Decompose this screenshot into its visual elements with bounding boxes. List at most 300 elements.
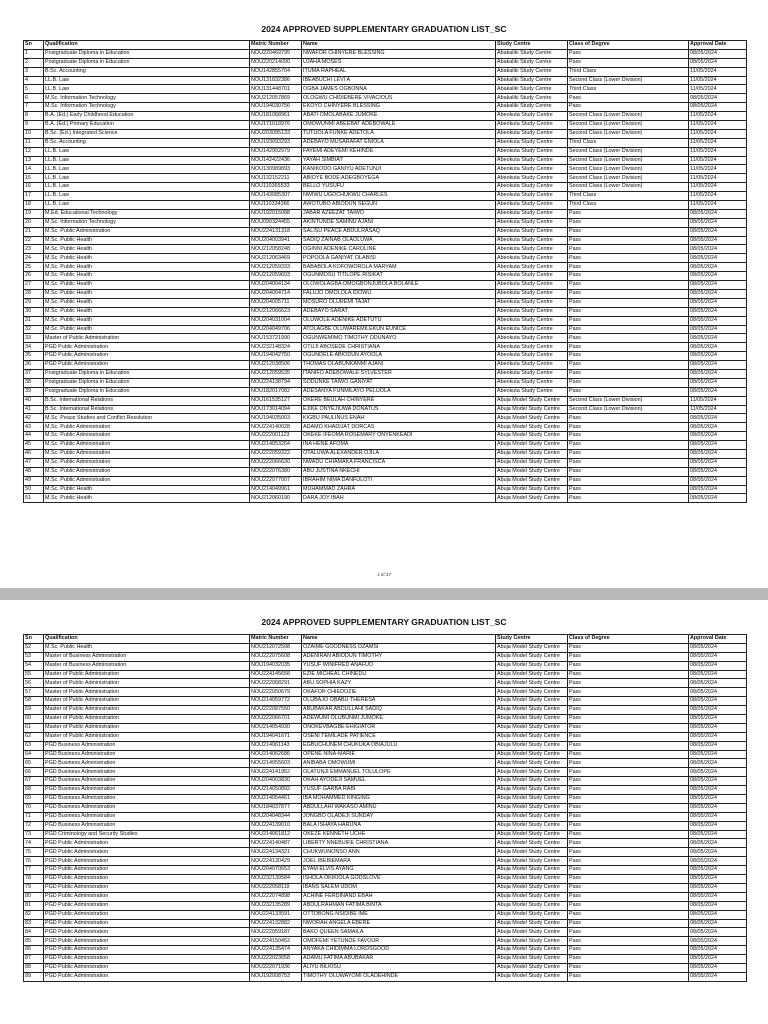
cell-approval-date: 08/05/2024 bbox=[689, 298, 747, 307]
cell-class-of-degree: Third Class bbox=[568, 201, 689, 210]
cell-matric-number: NOU222059187 bbox=[250, 928, 302, 937]
cell-name: OGUNDELE ABIODUN AYOOLA bbox=[302, 352, 496, 361]
table-row bbox=[24, 866, 747, 875]
table-row bbox=[24, 892, 747, 901]
cell-matric-number: NOU181068961 bbox=[250, 112, 302, 121]
table-row bbox=[24, 361, 747, 370]
cell-class-of-degree: Pass bbox=[568, 715, 689, 724]
cell-approval-date: 11/05/2024 bbox=[689, 85, 747, 94]
cell-sn: 55 bbox=[24, 670, 44, 679]
cell-class-of-degree: Second Class (Lower Division) bbox=[568, 76, 689, 85]
cell-study-centre: Abakaliki Study Centre bbox=[496, 58, 568, 67]
cell-qualification: M.Sc. Public Health bbox=[44, 325, 250, 334]
cell-name: OTUJI ABOSEDE CHRISTIANA bbox=[302, 343, 496, 352]
cell-sn: 44 bbox=[24, 432, 44, 441]
cell-class-of-degree: Pass bbox=[568, 892, 689, 901]
cell-study-centre: Abuja Model Study Centre bbox=[496, 821, 568, 830]
cell-study-centre: Abeokuta Study Centre bbox=[496, 183, 568, 192]
cell-study-centre: Abuja Model Study Centre bbox=[496, 414, 568, 423]
cell-sn: 82 bbox=[24, 910, 44, 919]
cell-matric-number: NOU194041671 bbox=[250, 732, 302, 741]
cell-approval-date: 11/05/2024 bbox=[689, 156, 747, 165]
header-qualification: Qualification bbox=[44, 41, 250, 50]
cell-name: OTALUWA ALEXANDER OJILA bbox=[302, 449, 496, 458]
cell-matric-number: NOU212059535 bbox=[250, 369, 302, 378]
cell-class-of-degree: Pass bbox=[568, 732, 689, 741]
cell-name: OKEZE KENNETH UCHE bbox=[302, 830, 496, 839]
cell-study-centre: Abeokuta Study Centre bbox=[496, 272, 568, 281]
cell-name: EKOYO CHINYERE BLESSING bbox=[302, 103, 496, 112]
table-row bbox=[24, 963, 747, 972]
cell-name: ADAMO KHADIJAT DORCAS bbox=[302, 423, 496, 432]
cell-class-of-degree: Pass bbox=[568, 786, 689, 795]
table-row bbox=[24, 183, 747, 192]
cell-class-of-degree: Pass bbox=[568, 343, 689, 352]
cell-qualification: Postgraduate Diploma in Education bbox=[44, 369, 250, 378]
cell-approval-date: 11/05/2024 bbox=[689, 405, 747, 414]
cell-name: SALISU PEACE ABDULRASAQ bbox=[302, 227, 496, 236]
table-row bbox=[24, 839, 747, 848]
cell-matric-number: NOU173014094 bbox=[250, 405, 302, 414]
cell-class-of-degree: Pass bbox=[568, 209, 689, 218]
table-row bbox=[24, 467, 747, 476]
cell-study-centre: Abuja Model Study Centre bbox=[496, 972, 568, 981]
cell-qualification: PGD Public Administration bbox=[44, 972, 250, 981]
cell-name: MOSURO OLUREMI TAJAT bbox=[302, 298, 496, 307]
cell-study-centre: Abuja Model Study Centre bbox=[496, 467, 568, 476]
cell-class-of-degree: Pass bbox=[568, 94, 689, 103]
cell-approval-date: 11/05/2024 bbox=[689, 174, 747, 183]
cell-study-centre: Abuja Model Study Centre bbox=[496, 803, 568, 812]
cell-name: BABABOLA KOFOWOROLA MARYAM bbox=[302, 263, 496, 272]
cell-study-centre: Abuja Model Study Centre bbox=[496, 441, 568, 450]
cell-study-centre: Abuja Model Study Centre bbox=[496, 839, 568, 848]
cell-study-centre: Abeokuta Study Centre bbox=[496, 209, 568, 218]
cell-name: BALA ISHAYA HARUNA bbox=[302, 821, 496, 830]
cell-approval-date: 08/05/2024 bbox=[689, 209, 747, 218]
cell-sn: 50 bbox=[24, 485, 44, 494]
cell-approval-date: 08/05/2024 bbox=[689, 866, 747, 875]
cell-matric-number: NOU222058119 bbox=[250, 883, 302, 892]
cell-qualification: PGD Public Administration bbox=[44, 352, 250, 361]
cell-sn: 67 bbox=[24, 777, 44, 786]
cell-approval-date: 08/05/2024 bbox=[689, 449, 747, 458]
cell-matric-number: NOU224133591 bbox=[250, 910, 302, 919]
cell-study-centre: Abeokuta Study Centre bbox=[496, 174, 568, 183]
cell-matric-number: NOU142902979 bbox=[250, 147, 302, 156]
cell-matric-number: NOU232139584 bbox=[250, 875, 302, 884]
cell-sn: 68 bbox=[24, 786, 44, 795]
cell-name: ABU JUSTINA NKECHI bbox=[302, 467, 496, 476]
cell-name: OSENI TEMILADE PATIENCE bbox=[302, 732, 496, 741]
table-row bbox=[24, 795, 747, 804]
table-row bbox=[24, 750, 747, 759]
cell-approval-date: 11/05/2024 bbox=[689, 138, 747, 147]
table-row bbox=[24, 192, 747, 201]
cell-name: ACHINE FERDINAND EBAH bbox=[302, 892, 496, 901]
cell-study-centre: Abuja Model Study Centre bbox=[496, 706, 568, 715]
cell-sn: 41 bbox=[24, 405, 44, 414]
cell-sn: 54 bbox=[24, 661, 44, 670]
cell-matric-number: NOU142855704 bbox=[250, 67, 302, 76]
table-row bbox=[24, 263, 747, 272]
cell-sn: 37 bbox=[24, 369, 44, 378]
cell-sn: 8 bbox=[24, 112, 44, 121]
table-row bbox=[24, 147, 747, 156]
cell-sn: 64 bbox=[24, 750, 44, 759]
cell-class-of-degree: Second Class (Lower Division) bbox=[568, 112, 689, 121]
cell-name: TIMOTHY OLUWAYOMI OLADEHINDE bbox=[302, 972, 496, 981]
cell-class-of-degree: Second Class (Lower Division) bbox=[568, 174, 689, 183]
table-row bbox=[24, 441, 747, 450]
cell-study-centre: Abeokuta Study Centre bbox=[496, 289, 568, 298]
cell-class-of-degree: Pass bbox=[568, 910, 689, 919]
cell-study-centre: Abeokuta Study Centre bbox=[496, 387, 568, 396]
cell-qualification: B.Sc. (Ed.) Integrated Science bbox=[44, 129, 250, 138]
cell-study-centre: Abeokuta Study Centre bbox=[496, 165, 568, 174]
cell-name: OKEKE IFEOMA ROSEMARY ONYENKEADI bbox=[302, 432, 496, 441]
table-row bbox=[24, 812, 747, 821]
cell-study-centre: Abeokuta Study Centre bbox=[496, 129, 568, 138]
cell-class-of-degree: Pass bbox=[568, 875, 689, 884]
cell-class-of-degree: Pass bbox=[568, 919, 689, 928]
cell-study-centre: Abuja Model Study Centre bbox=[496, 697, 568, 706]
cell-name: ADESANYA FUNMILAYO PELUOLA bbox=[302, 387, 496, 396]
cell-name: OPENE NINA-MARIE bbox=[302, 750, 496, 759]
cell-matric-number: NOU212058248 bbox=[250, 245, 302, 254]
cell-approval-date: 08/05/2024 bbox=[689, 786, 747, 795]
cell-study-centre: Abeokuta Study Centre bbox=[496, 227, 568, 236]
cell-sn: 48 bbox=[24, 467, 44, 476]
cell-approval-date: 08/05/2024 bbox=[689, 750, 747, 759]
cell-class-of-degree: Pass bbox=[568, 263, 689, 272]
cell-qualification: Master of Public Administration bbox=[44, 723, 250, 732]
cell-name: AWOTUBO ABIODUN SEGUN bbox=[302, 201, 496, 210]
cell-qualification: Master of Public Administration bbox=[44, 679, 250, 688]
cell-qualification: M.Sc. Public Health bbox=[44, 272, 250, 281]
cell-name: EZIE MICHEAL CHINEDU bbox=[302, 670, 496, 679]
cell-matric-number: NOU214054930 bbox=[250, 723, 302, 732]
cell-qualification: M.Sc. Information Technology bbox=[44, 94, 250, 103]
cell-qualification: PGD Public Administration bbox=[44, 963, 250, 972]
cell-matric-number: NOU203095133 bbox=[250, 129, 302, 138]
table-row bbox=[24, 937, 747, 946]
cell-name: OLOGWU CHIDIEBERE VIVACIOUS bbox=[302, 94, 496, 103]
cell-sn: 76 bbox=[24, 857, 44, 866]
cell-name: OGINNI ADENIKE CAROLINE bbox=[302, 245, 496, 254]
cell-qualification: M.Sc. Public Administration bbox=[44, 467, 250, 476]
cell-study-centre: Abeokuta Study Centre bbox=[496, 334, 568, 343]
cell-study-centre: Abeokuta Study Centre bbox=[496, 236, 568, 245]
cell-study-centre: Abuja Model Study Centre bbox=[496, 476, 568, 485]
cell-matric-number: NOU222068291 bbox=[250, 679, 302, 688]
cell-name: ABDULLAHI WAKASO AMINU bbox=[302, 803, 496, 812]
cell-study-centre: Abuja Model Study Centre bbox=[496, 883, 568, 892]
cell-qualification: M.Sc. Public Health bbox=[44, 281, 250, 290]
cell-sn: 72 bbox=[24, 821, 44, 830]
cell-matric-number: NOU214061143 bbox=[250, 741, 302, 750]
cell-approval-date: 08/05/2024 bbox=[689, 706, 747, 715]
cell-class-of-degree: Pass bbox=[568, 414, 689, 423]
cell-sn: 85 bbox=[24, 937, 44, 946]
cell-matric-number: NOU171018976 bbox=[250, 121, 302, 130]
cell-sn: 74 bbox=[24, 839, 44, 848]
cell-sn: 43 bbox=[24, 423, 44, 432]
cell-class-of-degree: Pass bbox=[568, 812, 689, 821]
document-title: 2024 APPROVED SUPPLEMENTARY GRADUATION LIST_SC bbox=[261, 24, 507, 34]
cell-name: ABUBAKAR ABDULLAHI SADIQ bbox=[302, 706, 496, 715]
cell-class-of-degree: Third Class bbox=[568, 192, 689, 201]
cell-matric-number: NOU212060190 bbox=[250, 494, 302, 503]
cell-approval-date: 08/05/2024 bbox=[689, 830, 747, 839]
cell-study-centre: Abeokuta Study Centre bbox=[496, 192, 568, 201]
cell-matric-number: NOU224135474 bbox=[250, 946, 302, 955]
cell-sn: 3 bbox=[24, 67, 44, 76]
cell-name: UJAHA MOSES bbox=[302, 58, 496, 67]
cell-name: ALIYU BILKISU bbox=[302, 963, 496, 972]
cell-class-of-degree: Pass bbox=[568, 325, 689, 334]
cell-qualification: LL.B. Law bbox=[44, 183, 250, 192]
cell-sn: 33 bbox=[24, 334, 44, 343]
cell-study-centre: Abeokuta Study Centre bbox=[496, 307, 568, 316]
cell-approval-date: 11/05/2024 bbox=[689, 165, 747, 174]
table-body bbox=[24, 49, 747, 502]
cell-sn: 46 bbox=[24, 449, 44, 458]
cell-approval-date: 08/05/2024 bbox=[689, 768, 747, 777]
cell-class-of-degree: Pass bbox=[568, 750, 689, 759]
cell-approval-date: 08/05/2024 bbox=[689, 732, 747, 741]
cell-class-of-degree: Second Class (Lower Division) bbox=[568, 405, 689, 414]
cell-matric-number: NOU212063469 bbox=[250, 254, 302, 263]
cell-matric-number: NOU214061812 bbox=[250, 830, 302, 839]
cell-matric-number: NOU204003941 bbox=[250, 236, 302, 245]
cell-matric-number: NOU232148324 bbox=[250, 343, 302, 352]
cell-name: YAYAH SIMBIAT bbox=[302, 156, 496, 165]
cell-study-centre: Abeokuta Study Centre bbox=[496, 254, 568, 263]
cell-matric-number: NOU212057869 bbox=[250, 94, 302, 103]
cell-sn: 39 bbox=[24, 387, 44, 396]
cell-name: POPOOLA GANIYAT OLABISI bbox=[302, 254, 496, 263]
cell-name: SODUNKE TAIWO GANIYAT bbox=[302, 378, 496, 387]
cell-qualification: Master of Public Administration bbox=[44, 688, 250, 697]
cell-name: OGUNMOSU TITILOPE RISIKAT bbox=[302, 272, 496, 281]
cell-matric-number: NOU194032035 bbox=[250, 661, 302, 670]
cell-study-centre: Abeokuta Study Centre bbox=[496, 112, 568, 121]
cell-sn: 16 bbox=[24, 183, 44, 192]
table-row bbox=[24, 245, 747, 254]
cell-sn: 71 bbox=[24, 812, 44, 821]
table-row bbox=[24, 343, 747, 352]
table-row bbox=[24, 449, 747, 458]
cell-approval-date: 08/05/2024 bbox=[689, 49, 747, 58]
table-row bbox=[24, 715, 747, 724]
cell-study-centre: Abuja Model Study Centre bbox=[496, 919, 568, 928]
cell-qualification: Postgraduate Diploma in Education bbox=[44, 387, 250, 396]
cell-approval-date: 08/05/2024 bbox=[689, 875, 747, 884]
cell-matric-number: NOU110334366 bbox=[250, 201, 302, 210]
cell-qualification: Master of Public Administration bbox=[44, 715, 250, 724]
table-row bbox=[24, 458, 747, 467]
cell-qualification: Master of Business Administration bbox=[44, 652, 250, 661]
page-number: 1 of 37 bbox=[376, 572, 392, 577]
cell-approval-date: 08/05/2024 bbox=[689, 254, 747, 263]
cell-qualification: M.Sc. Public Health bbox=[44, 316, 250, 325]
cell-qualification: LL.B. Law bbox=[44, 165, 250, 174]
cell-study-centre: Abakaliki Study Centre bbox=[496, 94, 568, 103]
cell-matric-number: NOU214055603 bbox=[250, 759, 302, 768]
cell-study-centre: Abuja Model Study Centre bbox=[496, 946, 568, 955]
table-row bbox=[24, 272, 747, 281]
cell-qualification: PGD Public Administration bbox=[44, 857, 250, 866]
cell-approval-date: 08/05/2024 bbox=[689, 94, 747, 103]
table-row bbox=[24, 910, 747, 919]
cell-study-centre: Abakaliki Study Centre bbox=[496, 85, 568, 94]
cell-matric-number: NOU204004134 bbox=[250, 281, 302, 290]
cell-qualification: PGD Business Administration bbox=[44, 759, 250, 768]
cell-sn: 86 bbox=[24, 946, 44, 955]
table-row bbox=[24, 405, 747, 414]
cell-name: OTTOBONG NSIDIBE IME bbox=[302, 910, 496, 919]
cell-matric-number: NOU224140487 bbox=[250, 839, 302, 848]
cell-class-of-degree: Pass bbox=[568, 361, 689, 370]
cell-name: OZAIME GOODNESS OZAMSI bbox=[302, 643, 496, 652]
table-row bbox=[24, 112, 747, 121]
cell-study-centre: Abuja Model Study Centre bbox=[496, 679, 568, 688]
cell-name: OKERE BEULAH CHINYERE bbox=[302, 396, 496, 405]
cell-name: ADAMU FATIMA ABUBAKAR bbox=[302, 955, 496, 964]
cell-study-centre: Abeokuta Study Centre bbox=[496, 352, 568, 361]
cell-name: ADEWUMI OLUBUNMI JUMOKE bbox=[302, 715, 496, 724]
cell-class-of-degree: Pass bbox=[568, 334, 689, 343]
cell-study-centre: Abuja Model Study Centre bbox=[496, 661, 568, 670]
cell-sn: 61 bbox=[24, 723, 44, 732]
cell-study-centre: Abeokuta Study Centre bbox=[496, 316, 568, 325]
table-row bbox=[24, 103, 747, 112]
cell-qualification: LL.B. Law bbox=[44, 156, 250, 165]
cell-class-of-degree: Pass bbox=[568, 423, 689, 432]
cell-matric-number: NOU224145658 bbox=[250, 670, 302, 679]
cell-class-of-degree: Pass bbox=[568, 741, 689, 750]
table-row bbox=[24, 298, 747, 307]
cell-matric-number: NOU224134321 bbox=[250, 848, 302, 857]
header-matric-number: Matric Number bbox=[250, 635, 302, 644]
cell-name: OKAH AYODEJI SAMUEL bbox=[302, 777, 496, 786]
cell-approval-date: 08/05/2024 bbox=[689, 679, 747, 688]
cell-name: YUSUF GARBA RABI bbox=[302, 786, 496, 795]
cell-name: EJIKE ONYEJIUWA DONATUS bbox=[302, 405, 496, 414]
cell-approval-date: 08/05/2024 bbox=[689, 697, 747, 706]
cell-approval-date: 11/05/2024 bbox=[689, 396, 747, 405]
cell-class-of-degree: Pass bbox=[568, 848, 689, 857]
cell-matric-number: NOU224150452 bbox=[250, 937, 302, 946]
cell-approval-date: 08/05/2024 bbox=[689, 441, 747, 450]
cell-qualification: PGD Public Administration bbox=[44, 901, 250, 910]
cell-class-of-degree: Third Class bbox=[568, 67, 689, 76]
cell-qualification: B.Sc. International Relations bbox=[44, 405, 250, 414]
cell-qualification: Master of Business Administration bbox=[44, 661, 250, 670]
cell-qualification: M.Sc. Public Health bbox=[44, 485, 250, 494]
cell-qualification: Master of Public Administration bbox=[44, 697, 250, 706]
cell-study-centre: Abuja Model Study Centre bbox=[496, 741, 568, 750]
cell-name: MUHAMMAD ZAHRA bbox=[302, 485, 496, 494]
cell-study-centre: Abuja Model Study Centre bbox=[496, 750, 568, 759]
graduation-table bbox=[23, 40, 747, 503]
cell-matric-number: NOU222071936 bbox=[250, 963, 302, 972]
cell-qualification: M.Sc. Information Technology bbox=[44, 103, 250, 112]
cell-matric-number: NOU222074898 bbox=[250, 892, 302, 901]
cell-sn: 28 bbox=[24, 289, 44, 298]
cell-sn: 77 bbox=[24, 866, 44, 875]
cell-name: CHUKWUNONSO ANN bbox=[302, 848, 496, 857]
cell-sn: 25 bbox=[24, 263, 44, 272]
cell-study-centre: Abuja Model Study Centre bbox=[496, 652, 568, 661]
cell-name: IBA MOHAMMED KINGING bbox=[302, 795, 496, 804]
cell-matric-number: NOU212059333 bbox=[250, 263, 302, 272]
cell-name: BELLO YUSUFU bbox=[302, 183, 496, 192]
cell-approval-date: 11/05/2024 bbox=[689, 129, 747, 138]
cell-sn: 20 bbox=[24, 218, 44, 227]
table-row bbox=[24, 901, 747, 910]
cell-approval-date: 08/05/2024 bbox=[689, 661, 747, 670]
cell-class-of-degree: Pass bbox=[568, 955, 689, 964]
cell-matric-number: NOU222066701 bbox=[250, 715, 302, 724]
cell-qualification: PGD Public Administration bbox=[44, 875, 250, 884]
cell-qualification: M.Sc. Public Health bbox=[44, 236, 250, 245]
table-row bbox=[24, 414, 747, 423]
cell-study-centre: Abuja Model Study Centre bbox=[496, 928, 568, 937]
table-row bbox=[24, 307, 747, 316]
cell-approval-date: 08/05/2024 bbox=[689, 369, 747, 378]
table-body bbox=[24, 643, 747, 981]
cell-qualification: PGD Public Administration bbox=[44, 892, 250, 901]
cell-study-centre: Abuja Model Study Centre bbox=[496, 396, 568, 405]
cell-matric-number: NOU192015088 bbox=[250, 209, 302, 218]
cell-qualification: M.Sc. Public Administration bbox=[44, 458, 250, 467]
table-row bbox=[24, 803, 747, 812]
table-row bbox=[24, 928, 747, 937]
cell-class-of-degree: Pass bbox=[568, 901, 689, 910]
cell-qualification: M.Sc. Public Administration bbox=[44, 476, 250, 485]
cell-study-centre: Abeokuta Study Centre bbox=[496, 156, 568, 165]
cell-approval-date: 08/05/2024 bbox=[689, 485, 747, 494]
cell-sn: 63 bbox=[24, 741, 44, 750]
cell-class-of-degree: Second Class (Lower Division) bbox=[568, 183, 689, 192]
cell-study-centre: Abuja Model Study Centre bbox=[496, 405, 568, 414]
cell-study-centre: Abeokuta Study Centre bbox=[496, 218, 568, 227]
cell-qualification: PGD Public Administration bbox=[44, 955, 250, 964]
cell-class-of-degree: Pass bbox=[568, 281, 689, 290]
cell-class-of-degree: Pass bbox=[568, 245, 689, 254]
cell-sn: 51 bbox=[24, 494, 44, 503]
table-row bbox=[24, 201, 747, 210]
cell-matric-number: NOU090324455 bbox=[250, 218, 302, 227]
table-row bbox=[24, 741, 747, 750]
cell-class-of-degree: Pass bbox=[568, 679, 689, 688]
cell-approval-date: 08/05/2024 bbox=[689, 218, 747, 227]
cell-class-of-degree: Pass bbox=[568, 254, 689, 263]
cell-matric-number: NOU212066623 bbox=[250, 307, 302, 316]
cell-matric-number: NOU224131318 bbox=[250, 227, 302, 236]
cell-study-centre: Abuja Model Study Centre bbox=[496, 432, 568, 441]
cell-name: OLOWOLAGBA OMOGBONJUBOLA BOLANLE bbox=[302, 281, 496, 290]
table-row bbox=[24, 67, 747, 76]
cell-matric-number: NOU222023658 bbox=[250, 955, 302, 964]
cell-class-of-degree: Pass bbox=[568, 661, 689, 670]
cell-sn: 26 bbox=[24, 272, 44, 281]
cell-study-centre: Abeokuta Study Centre bbox=[496, 245, 568, 254]
cell-name: TUTUOLA FUNKE ADETOLA bbox=[302, 129, 496, 138]
cell-sn: 24 bbox=[24, 254, 44, 263]
